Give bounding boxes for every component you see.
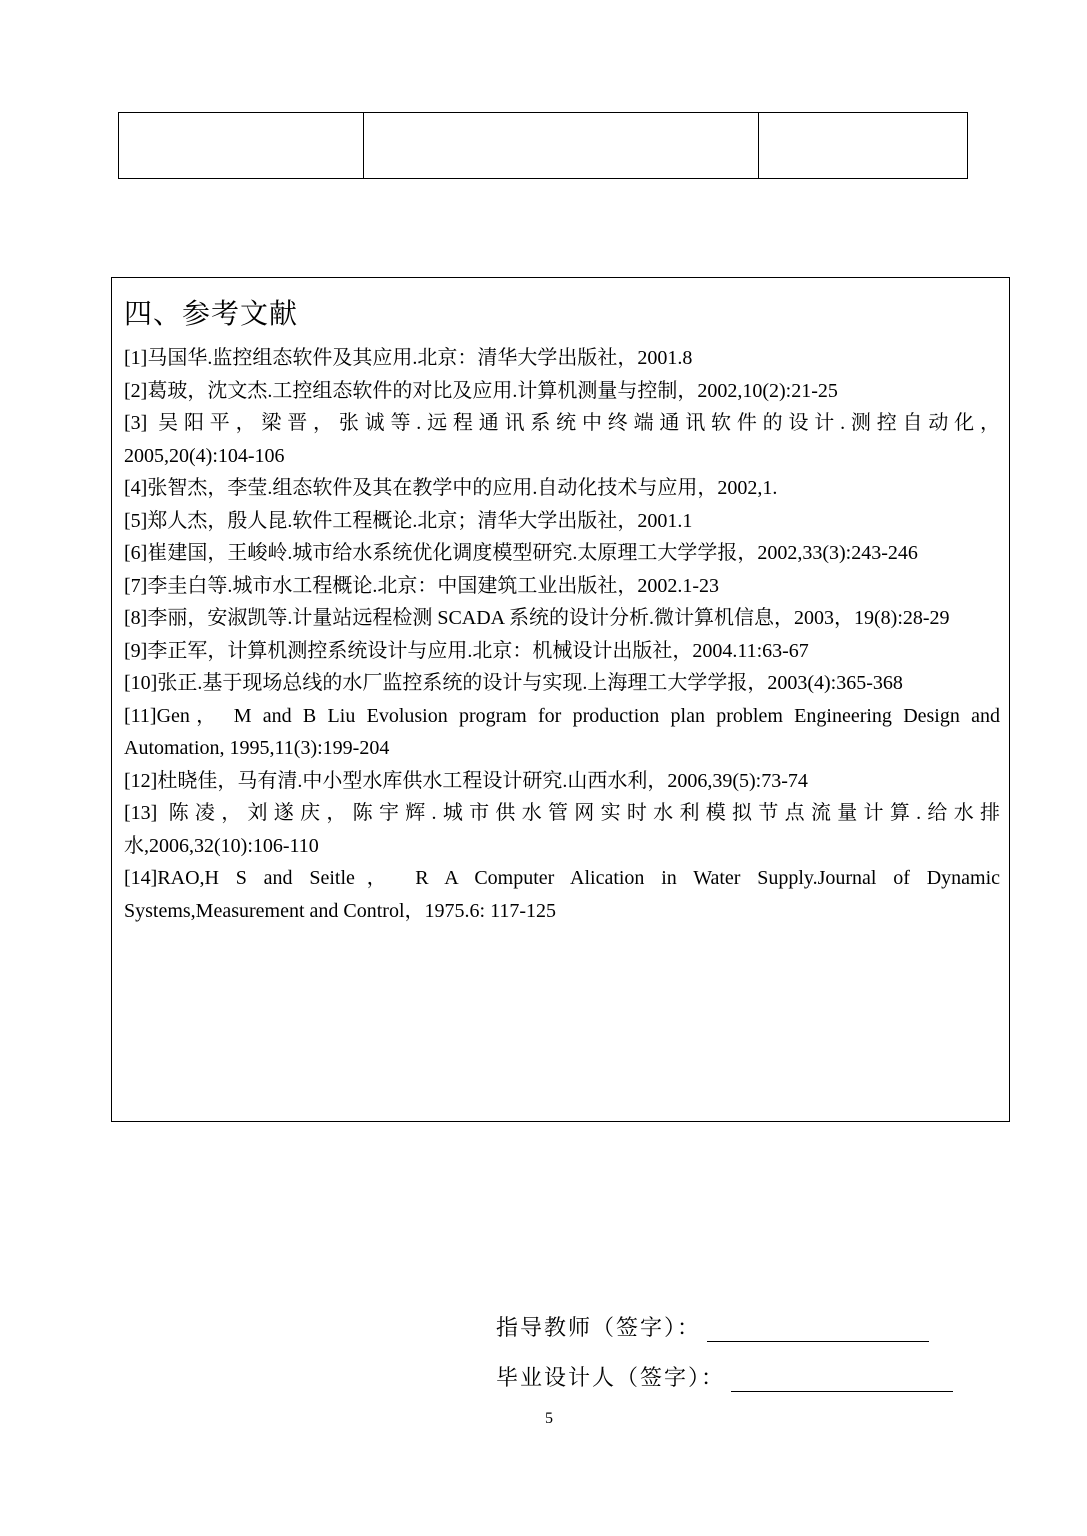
advisor-signature-label: 指导教师（签字）： (496, 1316, 702, 1341)
top-table-fragment (118, 112, 968, 179)
advisor-signature-row (496, 1311, 929, 1342)
table-cell (364, 113, 759, 179)
reference-line: [9]李正军，计算机测控系统设计与应用.北京：机械设计出版社，2004.11:63-67 (124, 639, 809, 662)
reference-line: [14]RAO,H S and Seitle， R A Computer Alication in Water Supply.Journal of Dynamic (124, 867, 1000, 889)
reference-line: [5]郑人杰，殷人昆.软件工程概论.北京；清华大学出版社，2001.1 (124, 509, 693, 532)
table-cell (119, 113, 364, 179)
student-signature-line[interactable] (731, 1365, 953, 1392)
advisor-signature-line[interactable] (707, 1315, 929, 1342)
reference-line: [11]Gen， M and B Liu Evolusion program for production plan problem Engineering Design and (124, 704, 1000, 727)
table-cell (759, 113, 968, 179)
reference-line: Systems,Measurement and Control，1975.6: 117-125 (124, 899, 556, 922)
reference-line: 水,2006,32(10):106-110 (124, 834, 319, 857)
table-row (119, 113, 968, 179)
student-signature-row (496, 1361, 953, 1392)
reference-line: Automation, 1995,11(3):199-204 (124, 737, 390, 759)
reference-line: [3] 吴阳平，梁晋，张诚等.远程通讯系统中终端通讯软件的设计.测控自动化， (124, 412, 1000, 434)
references-section (111, 277, 1010, 1391)
reference-line: [1]马国华.监控组态软件及其应用.北京：清华大学出版社，2001.8 (124, 347, 693, 369)
reference-line: [10]张正.基于现场总线的水厂监控系统的设计与实现.上海理工大学学报，2003(4):365-368 (124, 672, 903, 694)
reference-line: [12]杜晓佳，马有清.中小型水库供水工程设计研究.山西水利，2006,39(5):73-74 (124, 769, 808, 792)
reference-line: [6]崔建国，王峻岭.城市给水系统优化调度模型研究.太原理工大学学报，2002,33(3):243-246 (124, 542, 918, 564)
student-signature-label: 毕业设计人（签字）： (496, 1366, 726, 1391)
reference-line: 2005,20(4):104-106 (124, 444, 285, 467)
section-heading: 四、参考文献 (124, 297, 299, 330)
reference-list (124, 342, 1000, 927)
reference-line: [8]李丽，安淑凯等.计量站远程检测 SCADA 系统的设计分析.微计算机信息，2003，19(8):28-29 (124, 607, 950, 629)
page-number: 5 (545, 1410, 553, 1427)
reference-line: [2]葛玻，沈文杰.工控组态软件的对比及应用.计算机测量与控制，2002,10(2):21-25 (124, 379, 838, 402)
reference-line: [13] 陈凌，刘遂庆，陈宇辉.城市供水管网实时水利模拟节点流量计算.给水排 (124, 802, 1000, 824)
reference-line: [7]李圭白等.城市水工程概论.北京：中国建筑工业出版社，2002.1-23 (124, 574, 719, 597)
reference-line: [4]张智杰，李莹.组态软件及其在教学中的应用.自动化技术与应用，2002,1. (124, 477, 778, 499)
